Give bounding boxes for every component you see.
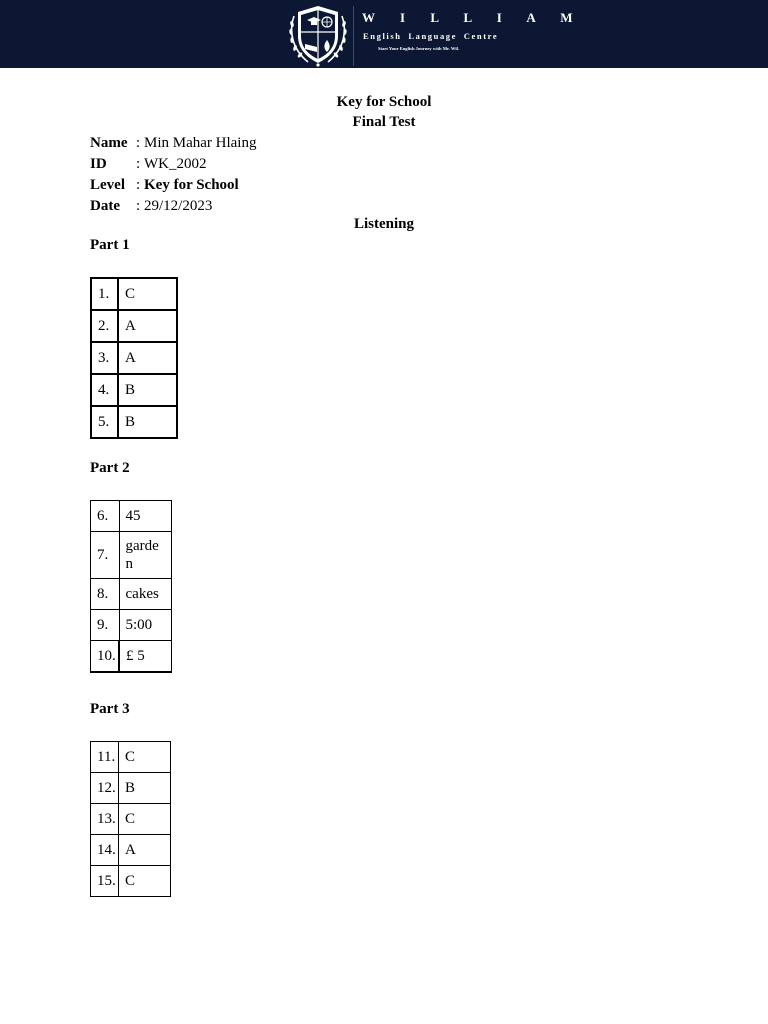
- answer-cell: A: [119, 835, 171, 866]
- level-row: [90, 175, 256, 195]
- part3-title: Part 3: [90, 701, 130, 717]
- table-row: [91, 532, 172, 579]
- name-label: Name: [90, 135, 128, 151]
- table-row: [91, 579, 172, 610]
- question-number: 4.: [91, 374, 118, 406]
- id-label: ID: [90, 156, 107, 172]
- part2-answer-table: [90, 500, 172, 673]
- answer-cell: £ 5: [119, 641, 172, 673]
- answer-cell: B: [118, 374, 177, 406]
- question-number: 1.: [91, 278, 118, 310]
- answer-cell: B: [118, 406, 177, 438]
- part3-answer-table: [90, 741, 171, 897]
- answer-cell: C: [119, 866, 171, 897]
- part2-title: Part 2: [90, 460, 130, 476]
- table-row: [91, 310, 177, 342]
- question-number: 5.: [91, 406, 118, 438]
- id-value: WK_2002: [144, 156, 207, 172]
- document-title: Key for School: [336, 94, 432, 110]
- question-number: 10.: [91, 641, 120, 673]
- date-value: 29/12/2023: [144, 198, 213, 214]
- table-row: [91, 278, 177, 310]
- table-row: [91, 742, 171, 773]
- table-row: [91, 501, 172, 532]
- date-label: Date: [90, 198, 120, 214]
- level-colon: :: [136, 177, 141, 193]
- date-colon: :: [136, 198, 141, 214]
- answer-cell: C: [118, 278, 177, 310]
- name-colon: :: [136, 135, 141, 151]
- table-row: [91, 773, 171, 804]
- table-row: [91, 641, 172, 673]
- answer-cell: A: [118, 342, 177, 374]
- name-row: [90, 133, 256, 153]
- table-row: [91, 610, 172, 641]
- table-row: [91, 342, 177, 374]
- answer-cell: C: [119, 804, 171, 835]
- question-number: 7.: [91, 532, 120, 579]
- student-info: [90, 133, 256, 216]
- answer-cell: 45: [119, 501, 172, 532]
- brand-name: W I L L I A M: [362, 10, 584, 25]
- answer-cell: garden: [119, 532, 172, 579]
- document-subtitle: Final Test: [352, 114, 416, 130]
- id-row: [90, 154, 256, 174]
- question-number: 6.: [91, 501, 120, 532]
- answer-cell: cakes: [119, 579, 172, 610]
- question-number: 9.: [91, 610, 120, 641]
- question-number: 2.: [91, 310, 118, 342]
- brand-logo: [286, 2, 584, 68]
- shield-crest-icon: [286, 2, 350, 68]
- id-colon: :: [136, 156, 141, 172]
- level-label: Level: [90, 177, 125, 193]
- logo-divider: [353, 6, 354, 66]
- brand-subtitle: English Language Centre: [363, 31, 499, 41]
- level-value: Key for School: [144, 177, 239, 193]
- answer-cell: A: [118, 310, 177, 342]
- table-row: [91, 804, 171, 835]
- section-title: Listening: [353, 216, 414, 232]
- table-row: [91, 835, 171, 866]
- date-row: [90, 196, 256, 216]
- table-row: [91, 406, 177, 438]
- question-number: 15.: [91, 866, 119, 897]
- answer-cell: C: [119, 742, 171, 773]
- answer-cell: 5:00: [119, 610, 172, 641]
- part1-answer-table: [90, 277, 178, 439]
- table-row: [91, 866, 171, 897]
- header-banner: [0, 0, 768, 68]
- question-number: 12.: [91, 773, 119, 804]
- part1-title: Part 1: [90, 237, 130, 253]
- table-row: [91, 374, 177, 406]
- question-number: 11.: [91, 742, 119, 773]
- question-number: 14.: [91, 835, 119, 866]
- question-number: 3.: [91, 342, 118, 374]
- answer-cell: B: [119, 773, 171, 804]
- question-number: 8.: [91, 579, 120, 610]
- question-number: 13.: [91, 804, 119, 835]
- brand-tagline: Start Your English Journey with Mr. Wil.: [378, 46, 460, 51]
- name-value: Min Mahar Hlaing: [144, 135, 257, 151]
